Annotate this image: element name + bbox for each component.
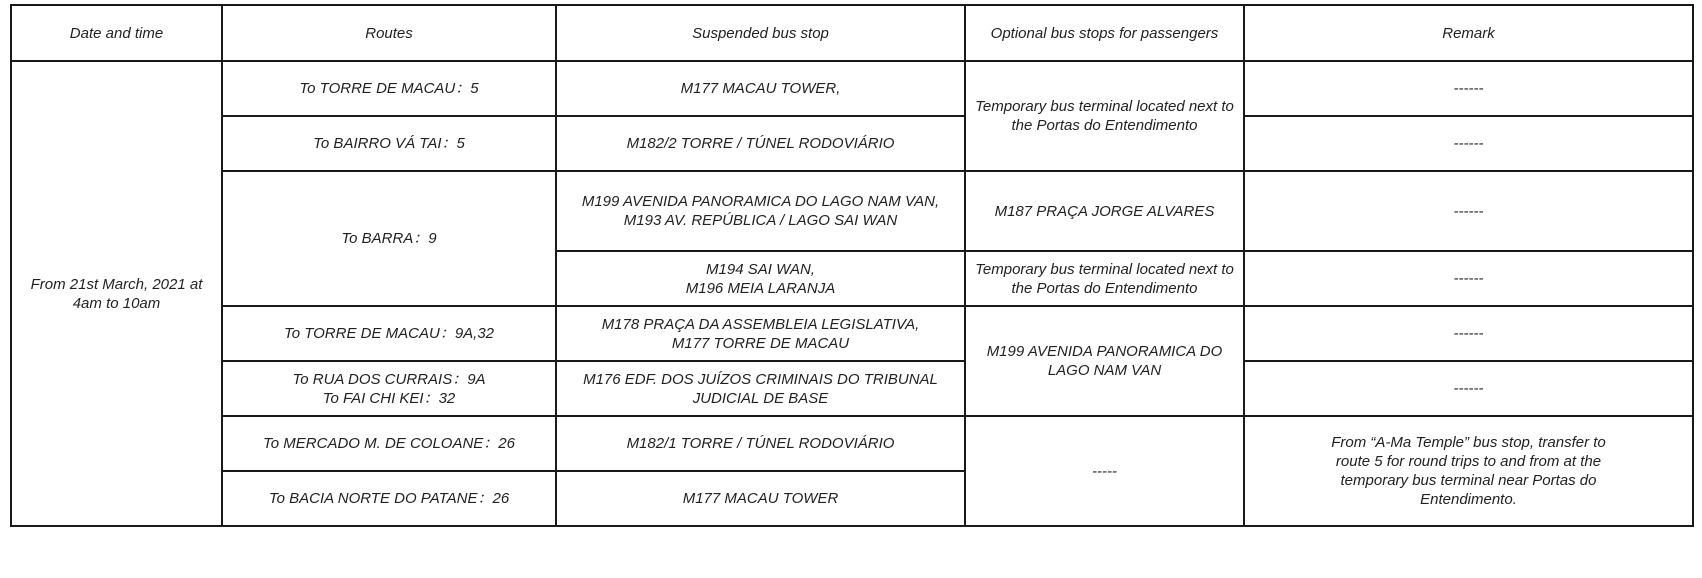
suspended-stop-line: M194 SAI WAN, <box>706 260 815 278</box>
header-remark: Remark <box>1244 5 1693 61</box>
optional-stop-line: M199 AVENIDA PANORAMICA DO <box>986 343 1223 360</box>
remark-line: route 5 for round trips to and from at the <box>1335 453 1602 470</box>
route-line: To RUA DOS CURRAIS：9A <box>292 370 486 388</box>
optional-stop-cell <box>965 61 1244 171</box>
table-row <box>11 361 1693 416</box>
route-cell: To TORRE DE MACAU：5 <box>222 61 556 116</box>
suspended-stop-line: M182/2 TORRE / TÚNEL RODOVIÁRIO <box>626 135 895 152</box>
optional-stop-line: the Portas do Entendimento <box>1011 117 1198 134</box>
remark-cell: ------ <box>1244 361 1693 416</box>
optional-stop-line: Temporary bus terminal located next to <box>975 98 1234 115</box>
header-date-time: Date and time <box>11 5 222 61</box>
bus-stop-suspension-table <box>10 4 1694 527</box>
optional-stop-cell <box>965 251 1244 306</box>
optional-stop-cell <box>965 306 1244 416</box>
route-cell: To TORRE DE MACAU：9A,32 <box>222 306 556 361</box>
header-optional-stops: Optional bus stops for passengers <box>965 5 1244 61</box>
remark-cell: ------ <box>1244 116 1693 171</box>
table-row <box>11 171 1693 251</box>
remark-cell <box>1244 416 1693 526</box>
optional-stop-cell: ----- <box>965 416 1244 526</box>
suspended-stop-cell <box>556 116 965 171</box>
suspended-stop-line: M177 MACAU TOWER, <box>680 80 841 97</box>
remark-cell: ------ <box>1244 251 1693 306</box>
header-routes: Routes <box>222 5 556 61</box>
date-time-line: 4am to 10am <box>72 294 161 312</box>
route-cell <box>222 361 556 416</box>
suspended-stop-line: M199 AVENIDA PANORAMICA DO LAGO NAM VAN, <box>581 193 940 210</box>
suspended-stop-cell <box>556 61 965 116</box>
route-cell: To BAIRRO VÁ TAI：5 <box>222 116 556 171</box>
optional-stop-line: Temporary bus terminal located next to <box>975 260 1234 278</box>
suspended-stop-cell <box>556 306 965 361</box>
header-suspended-stop: Suspended bus stop <box>556 5 965 61</box>
suspended-stop-cell <box>556 171 965 251</box>
optional-stop-cell: M187 PRAÇA JORGE ALVARES <box>965 171 1244 251</box>
table-row <box>11 116 1693 171</box>
remark-line: temporary bus terminal near Portas do <box>1340 472 1597 489</box>
suspended-stop-line: M182/1 TORRE / TÚNEL RODOVIÁRIO <box>626 435 895 452</box>
table-row <box>11 61 1693 116</box>
optional-stop-line: the Portas do Entendimento <box>1011 279 1198 297</box>
suspended-stop-cell <box>556 471 965 526</box>
route-cell: To MERCADO M. DE COLOANE：26 <box>222 416 556 471</box>
suspended-stop-line: M196 MEIA LARANJA <box>685 279 836 297</box>
suspended-stop-line: M177 MACAU TOWER <box>682 490 839 507</box>
route-cell: To BARRA：9 <box>222 171 556 306</box>
suspended-stop-line: M176 EDF. DOS JUÍZOS CRIMINAIS DO TRIBUNAL <box>583 370 938 388</box>
date-time-line: From 21st March, 2021 at <box>30 275 203 293</box>
remark-cell: ------ <box>1244 171 1693 251</box>
suspended-stop-cell <box>556 361 965 416</box>
route-cell: To BACIA NORTE DO PATANE：26 <box>222 471 556 526</box>
remark-line: Entendimento. <box>1420 491 1517 508</box>
remark-cell: ------ <box>1244 306 1693 361</box>
suspended-stop-line: M193 AV. REPÚBLICA / LAGO SAI WAN <box>623 212 898 229</box>
remark-line: From “A-Ma Temple” bus stop, transfer to <box>1331 434 1606 451</box>
suspended-stop-line: JUDICIAL DE BASE <box>692 389 829 407</box>
suspended-stop-line: M177 TORRE DE MACAU <box>671 334 850 352</box>
suspended-stop-cell <box>556 416 965 471</box>
date-time-cell <box>11 61 222 526</box>
table-row <box>11 306 1693 361</box>
route-line: To FAI CHI KEI：32 <box>322 389 456 407</box>
table-row <box>11 416 1693 471</box>
optional-stop-line: LAGO NAM VAN <box>1047 362 1162 379</box>
suspended-stop-line: M178 PRAÇA DA ASSEMBLEIA LEGISLATIVA, <box>601 315 920 333</box>
suspended-stop-cell <box>556 251 965 306</box>
remark-cell: ------ <box>1244 61 1693 116</box>
table-header-row <box>11 5 1693 61</box>
